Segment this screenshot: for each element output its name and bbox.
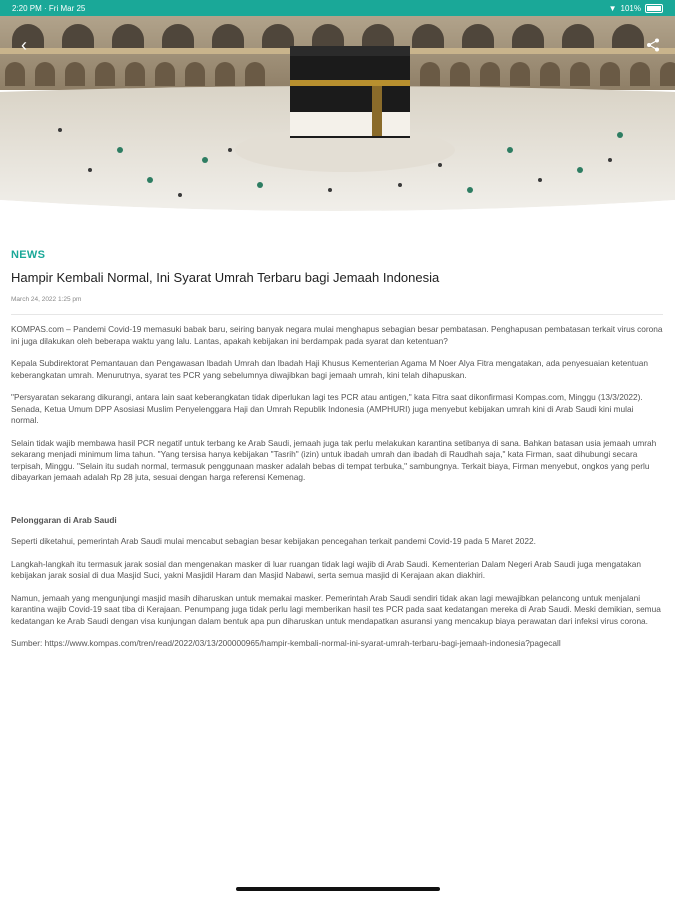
chevron-left-icon: ‹ bbox=[21, 34, 27, 55]
paragraph: Namun, jemaah yang mengunjungi masjid masih diharuskan untuk memakai masker. Pemerintah Arab Saudi sendiri tidak akan lagi mewajibkan pelancong untuk menjalani karantina wajib Covid-19 saat tiba di Kerajaan. Penumpang juga tidak perlu lagi memberikan hasil tes PCR pada saat kedatangan mereka di Arab Saudi. Meski demikian, semua kedatangan ke Arab Saudi dengan visa kunjungan dalam bentuk apa pun diharuskan untuk mendapatkan asuransi yang mencakup biaya perawatan dari infeksi virus corona. bbox=[11, 592, 661, 626]
back-button[interactable] bbox=[12, 33, 36, 57]
status-right bbox=[609, 4, 663, 13]
home-indicator[interactable] bbox=[236, 887, 440, 891]
paragraph: Seperti diketahui, pemerintah Arab Saudi mulai mencabut sebagian besar kebijakan pencegahan terkait pandemi Covid-19 pada 5 Maret 2022. bbox=[11, 536, 536, 546]
paragraph: Kepala Subdirektorat Pemantauan dan Pengawasan Ibadah Umrah dan Ibadah Haji Khusus Kementerian Agama M Noer Alya Fitra mengatakan, ada penyesuaian ketentuan keberangkatan umrah. Menurutnya, syarat tes PCR yang sebelumnya diwajibkan bagi jemaah umrah, kini telah dihapuskan. bbox=[11, 358, 648, 380]
category-label: NEWS bbox=[11, 249, 46, 261]
kaaba-photo bbox=[0, 0, 675, 245]
article-body bbox=[11, 324, 663, 650]
article-date: March 24, 2022 1:25 pm bbox=[11, 296, 82, 303]
battery-icon bbox=[645, 4, 663, 13]
share-icon bbox=[646, 38, 660, 52]
divider bbox=[11, 314, 663, 315]
source-link[interactable]: Sumber: https://www.kompas.com/tren/read/2022/03/13/200000965/hampir-kembali-normal-ini-syarat-umrah-terbaru-bagi-jemaah-indonesia?pagecall bbox=[11, 638, 561, 648]
status-bar bbox=[0, 0, 675, 16]
paragraph: KOMPAS.com – Pandemi Covid-19 memasuki babak baru, seiring banyak negara mulai menghapus sebagian besar pembatasan. Penghapusan pembatasan terkait virus corona ini juga dilakukan oleh beberapa waktu yang lalu. Lantas, apakah kebijakan ini berdampak pada syarat dan ketentuan? bbox=[11, 324, 663, 346]
article-title: Hampir Kembali Normal, Ini Syarat Umrah Terbaru bagi Jemaah Indonesia bbox=[11, 270, 440, 285]
status-time: 2:20 PM · Fri Mar 25 bbox=[12, 3, 86, 13]
battery-percent: 101% bbox=[620, 3, 641, 13]
paragraph: "Persyaratan sekarang dikurangi, antara lain saat keberangkatan tidak diperlukan lagi tes PCR atau antigen," kata Fitra saat dikonfirmasi Kompas.com, Minggu (13/3/2022). Senada, Ketua Umum DPP Asosiasi Muslim Penyelenggara Haji dan Umrah Republik Indonesia (AMPHURI) juga menyebut kebijakan umrah kini di Arab Saudi kini mulai normal. bbox=[11, 392, 643, 425]
wifi-icon: ▼ bbox=[608, 3, 617, 13]
paragraph: Langkah-langkah itu termasuk jarak sosial dan mengenakan masker di luar ruangan tidak lagi wajib di Arab Saudi. Kementerian Dalam Negeri Arab Saudi juga mengatakan kebijakan jarak sosial di dua Masjid Suci, yakni Masjidil Haram dan Masjid Nabawi, serta semua masjid di Kerajaan akan diakhiri. bbox=[11, 558, 642, 580]
share-button[interactable] bbox=[641, 33, 665, 57]
hero-image bbox=[0, 0, 675, 245]
paragraph: Selain tidak wajib membawa hasil PCR negatif untuk terbang ke Arab Saudi, jemaah juga tak perlu melakukan karantina setibanya di sana. Bahkan batasan usia jemaah umrah sekarang menjadi minimum lima tahun. "Yang tersisa hanya kebijakan "Tasrih" (izin) untuk ibadah umrah dan ibadah di Raudhah saja," kata Firman, saat dihubungi secara terpisah, Minggu. "Selain itu sudah normal, termasuk penggunaan masker adalah bebas di tempat terbuka," sambungnya. Terkait biaya, Firman menyebut, ongkos yang perlu dibayarkan jemaah adalah Rp 28 juta, sesuai dengan harga referensi Kemenag. bbox=[11, 437, 657, 482]
section-heading: Pelonggaran di Arab Saudi bbox=[11, 514, 117, 525]
article bbox=[11, 249, 663, 661]
